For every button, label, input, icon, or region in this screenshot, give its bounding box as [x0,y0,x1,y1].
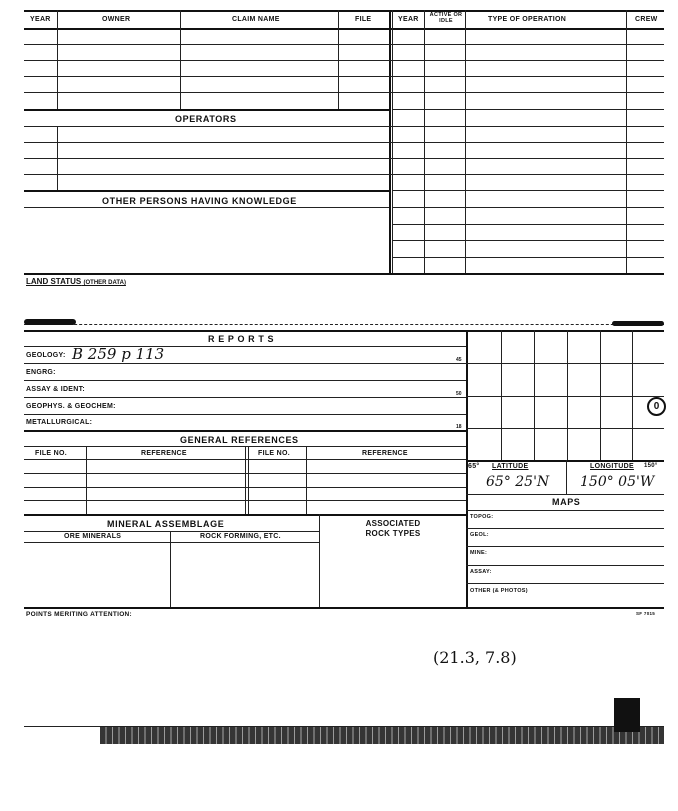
report-label-assay: ASSAY & IDENT: [26,386,86,393]
report-num: 50 [456,391,462,397]
col-claim-name-header: CLAIM NAME [232,16,280,23]
row-line [24,207,389,208]
row-line [392,224,664,225]
ore-minerals-header: ORE MINERALS [64,533,122,540]
row-line [24,126,664,127]
report-num: 18 [456,424,462,430]
row-line [24,60,664,61]
associated-rock-types: ASSOCIATED ROCK TYPES [365,519,421,538]
row-line [24,414,466,415]
maps-mine: MINE: [470,550,488,556]
scan-smudge [612,321,664,326]
col-line [248,446,249,514]
row-line [392,109,664,110]
grid-line [466,363,664,364]
ref-col-file-no-2: FILE NO. [258,450,290,457]
operators-top-border [24,109,389,111]
row-line [466,510,664,511]
grid-line [567,330,568,460]
reports-heading: R E P O R T S [208,334,275,344]
geology-entry: B 259 p 113 [72,345,165,363]
header-bottom-border [24,28,664,30]
col-type-operation-header: TYPE OF OPERATION [488,16,567,23]
col-crew-header: CREW [635,16,658,23]
lat-prefix: 65° [468,463,480,470]
row-line [24,44,664,45]
longitude-value: 150° 05'W [580,474,655,490]
report-label-metallurgical: METALLURGICAL: [26,419,93,426]
section-divider [24,324,664,325]
handwritten-note: (21.3, 7.8) [433,648,517,667]
longitude-label: LONGITUDE [590,463,634,470]
scan-smudge [24,319,76,325]
references-bottom-border [24,514,466,516]
row-line [24,397,466,398]
row-line [392,207,664,208]
row-line [392,257,664,258]
land-status-heading [26,277,126,286]
col-year-header: YEAR [30,16,51,23]
mineral-assemblage-heading: MINERAL ASSEMBLAGE [107,519,225,529]
col-line [306,446,307,514]
land-status-title: LAND STATUS [26,277,82,286]
maps-geol: GEOL: [470,532,489,538]
table-bottom-border [24,273,664,275]
row-line [24,76,664,77]
row-line [466,546,664,547]
other-persons-top-border [24,190,389,192]
land-status-suffix: (OTHER DATA) [83,280,126,286]
col-line [170,531,171,608]
row-line [24,174,664,175]
grid-line [600,330,601,460]
maps-heading: MAPS [552,497,581,507]
grid-circle-mark: 0 [647,397,666,416]
points-meriting-attention: POINTS MERITING ATTENTION: [26,611,133,618]
report-label-geology: GEOLOGY: [26,352,66,359]
general-references-heading: GENERAL REFERENCES [180,435,299,445]
row-line [24,363,466,364]
col-line [245,446,246,514]
col-year2-header: YEAR [398,16,419,23]
row-line [466,583,664,584]
other-persons-heading: OTHER PERSONS HAVING KNOWLEDGE [102,196,297,206]
scan-black-block [614,698,640,732]
col-line [566,460,567,494]
report-label-engrg: ENGRG: [26,369,56,376]
grid-line [632,330,633,460]
reports-bottom-border [24,430,466,432]
col-line [86,446,87,514]
lon-suffix: 150° [644,463,658,469]
row-line [24,380,466,381]
col-owner-header: OWNER [102,16,131,23]
col-active-idle-header: ACTIVE OR IDLE [429,12,463,24]
grid-line [466,396,664,397]
row-line [24,531,319,532]
grid-line [534,330,535,460]
ref-col-reference-2: REFERENCE [362,450,408,457]
row-line [466,494,664,495]
row-line [24,158,664,159]
table-top-border [24,10,664,12]
grid-line [501,330,502,460]
latitude-label: LATITUDE [492,463,529,470]
reports-top-border [24,330,664,332]
col-file-header: FILE [355,16,372,23]
scan-noise-band [100,727,664,744]
row-line [24,542,319,543]
row-line [466,565,664,566]
maps-other: OTHER (& PHOTOS) [470,588,528,594]
operators-heading: OPERATORS [175,114,237,124]
ref-col-reference: REFERENCE [141,450,187,457]
row-line [392,190,664,191]
report-label-geophys: GEOPHYS. & GEOCHEM: [26,403,116,410]
grid-line [466,428,664,429]
maps-topog: TOPOG: [470,514,494,520]
footer-border [24,607,664,609]
maps-assay: ASSAY: [470,569,492,575]
col-line [319,514,320,608]
row-line [392,240,664,241]
latitude-value: 65° 25'N [486,474,550,490]
row-line [24,92,664,93]
form-number: SF 7015 [636,611,656,616]
ref-col-file-no: FILE NO. [35,450,67,457]
row-line [24,142,664,143]
rock-forming-header: ROCK FORMING, ETC. [200,533,281,540]
grid-bottom [466,460,664,462]
row-line [466,528,664,529]
report-num: 45 [456,357,462,363]
